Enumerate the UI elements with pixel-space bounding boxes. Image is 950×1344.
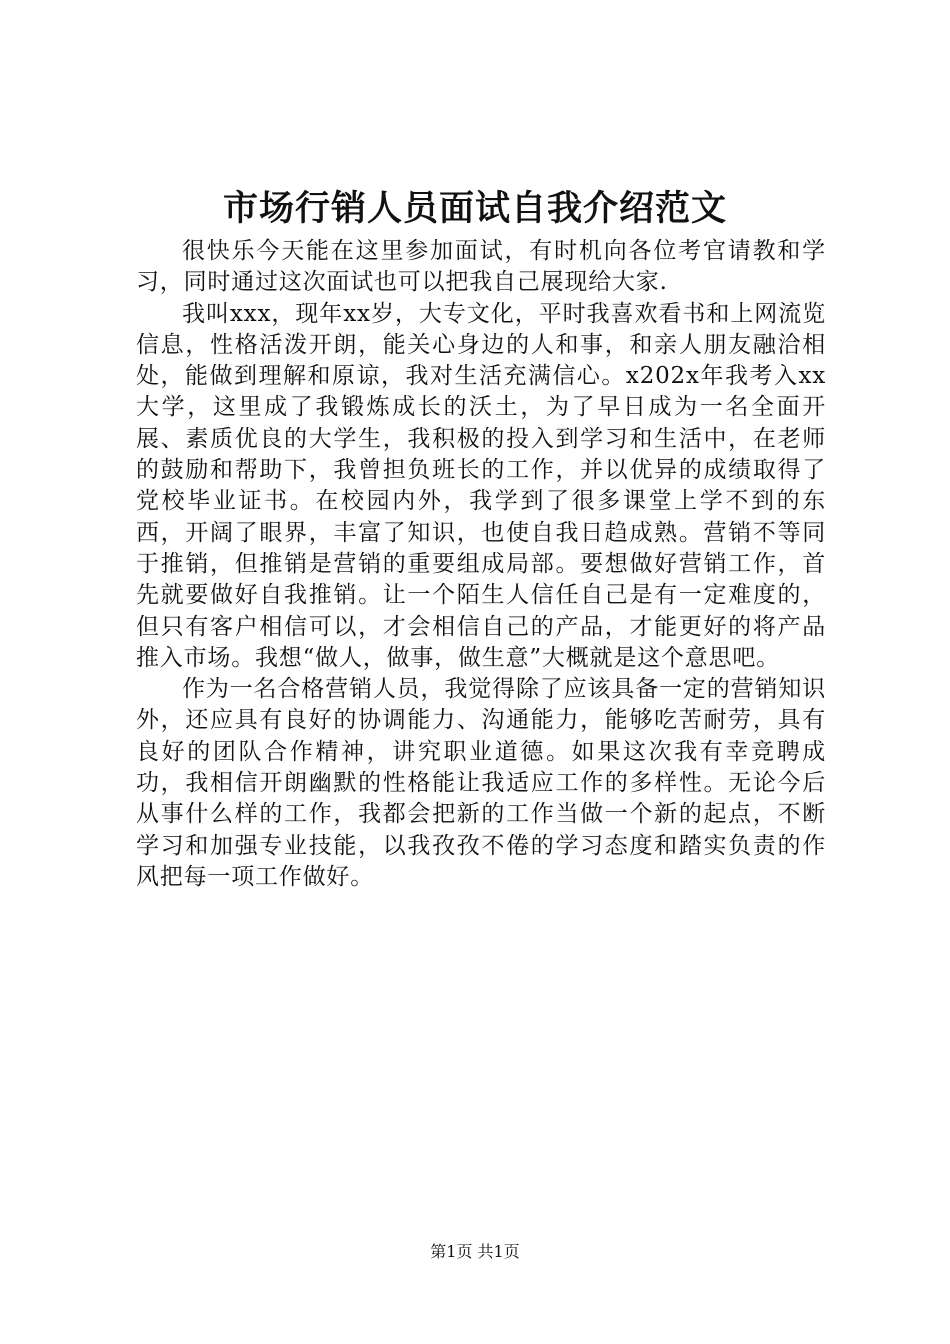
page-number-footer: 第1页 共1页 [430, 1242, 520, 1261]
page-title: 市场行销人员面试自我介绍范文 [222, 188, 727, 229]
paragraph-background: 我叫xxx，现年xx岁，大专文化，平时我喜欢看书和上网流览信息，性格活泼开朗，能关心身边的人和事，和亲人朋友融洽相处，能做到理解和原谅，我对生活充满信心。x202x年我考入xx大学，这里成了我锻炼成长的沃土，为了早日成为一名全面开展、素质优良的大学生，我积极的投入到学习和生活中，在老师的鼓励和帮助下，我曾担负班长的工作，并以优异的成绩取得了党校毕业证书。在校园内外，我学到了很多课堂上学不到的东西，开阔了眼界，丰富了知识，也使自我日趋成熟。营销不等同于推销，但推销是营销的重要组成局部。要想做好营销工作，首先就要做好自我推销。让一个陌生人信任自己是有一定难度的，但只有客户相信可以，才会相信自己的产品，才能更好的将产品推入市场。我想“做人，做事，做生意”大概就是这个意思吧。 [136, 300, 826, 671]
document-body [136, 236, 826, 893]
paragraph-qualities: 作为一名合格营销人员，我觉得除了应该具备一定的营销知识外，还应具有良好的协调能力、沟通能力，能够吃苦耐劳，具有良好的团队合作精神，讲究职业道德。如果这次我有幸竞聘成功，我相信开朗幽默的性格能让我适应工作的多样性。无论今后从事什么样的工作，我都会把新的工作当做一个新的起点，不断学习和加强专业技能，以我孜孜不倦的学习态度和踏实负责的作风把每一项工作做好。 [136, 676, 826, 890]
paragraph-intro: 很快乐今天能在这里参加面试，有时机向各位考官请教和学习，同时通过这次面试也可以把我自己展现给大家. [136, 238, 826, 296]
